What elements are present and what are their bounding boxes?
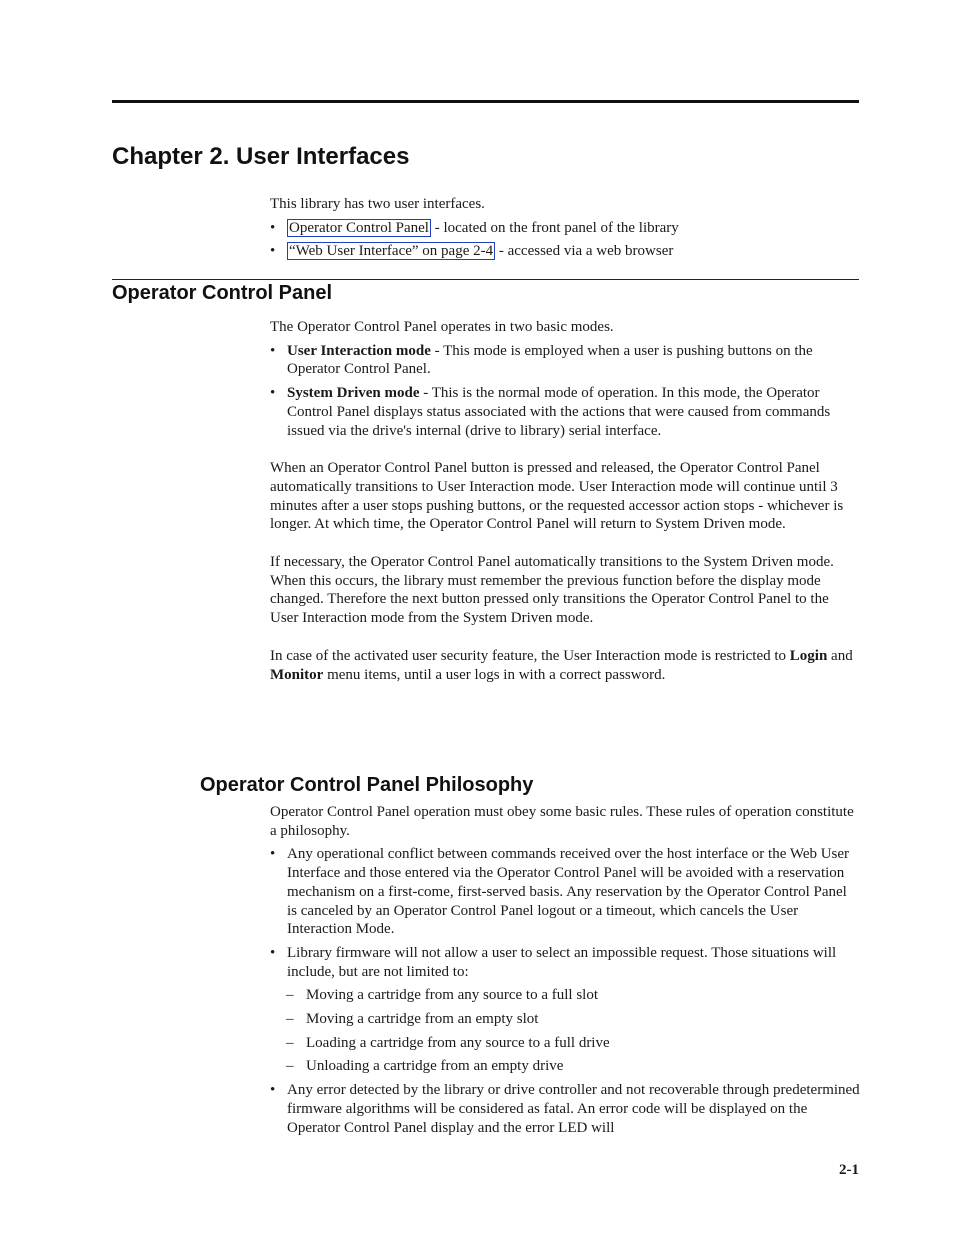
section-title: Operator Control Panel bbox=[112, 282, 333, 304]
login-term: Login bbox=[789, 647, 828, 664]
intro-block bbox=[270, 195, 860, 261]
list-item-text: - accessed via a web browser bbox=[495, 243, 674, 260]
paragraph: When an Operator Control Panel button is pressed and released, the Operator Control Panel automatically transitions to User Interaction mode. User Interaction mode will continue until 3 minutes after a user stops pushing buttons, or the requested accessor action stops - whichever is longer. At which time, the Operator Control Panel will return to System Driven mode. bbox=[270, 460, 844, 533]
rule-text: Any operational conflict between commands received over the host interface or the Web User Interface and those entered via the Operator Control Panel will be avoided with a reservation mechanism on a first-come, first-served basis. Any reservation by the Operator Control Panel is canceled by an Operator Control Panel logout or a timeout, which cancels the User Interaction Mode. bbox=[287, 846, 850, 938]
bullet-icon: • bbox=[270, 219, 276, 236]
monitor-term: Monitor bbox=[270, 666, 324, 683]
bullet-icon: • bbox=[270, 944, 276, 961]
top-rule bbox=[112, 100, 859, 103]
list-item-text: - located on the front panel of the library bbox=[430, 219, 679, 236]
subsection-intro: Operator Control Panel operation must obey some basic rules. These rules of operation constitute a philosophy. bbox=[270, 804, 854, 839]
dash-icon: – bbox=[286, 987, 294, 1004]
sub-list-item: – Unloading a cartridge from an empty drive bbox=[286, 1058, 564, 1075]
subsection-title: Operator Control Panel Philosophy bbox=[200, 774, 534, 796]
sub-list-item: – Loading a cartridge from any source to a full drive bbox=[286, 1034, 610, 1051]
link-operator-control-panel[interactable]: Operator Control Panel bbox=[289, 219, 429, 236]
list-item bbox=[270, 1081, 860, 1137]
rule-text: Any error detected by the library or drive controller and not recoverable through predetermined firmware algorithms will be considered as fatal. An error code will be displayed on the Operator Control Panel display and the error LED will bbox=[287, 1082, 860, 1136]
list-item bbox=[270, 845, 860, 939]
rule-text: Library firmware will not allow a user to select an impossible request. Those situations will include, but are not limited to: bbox=[287, 944, 837, 980]
list-item bbox=[270, 944, 860, 981]
sub-list-item: – Moving a cartridge from any source to a full slot bbox=[286, 987, 599, 1004]
dash-icon: – bbox=[286, 1034, 294, 1051]
dash-icon: – bbox=[286, 1011, 294, 1028]
dash-icon: – bbox=[286, 1058, 294, 1075]
mode-term: System Driven mode bbox=[287, 385, 420, 402]
mode-text: - This mode is employed when a user is pushing buttons on the Operator Control Panel. bbox=[287, 342, 813, 378]
sub-list-item: – Moving a cartridge from an empty slot bbox=[286, 1011, 539, 1028]
subsection-block bbox=[270, 803, 860, 1137]
list-item bbox=[270, 219, 860, 238]
section-rule bbox=[112, 279, 859, 280]
bullet-icon: • bbox=[270, 243, 276, 260]
paragraph: In case of the activated user security feature, the User Interaction mode is restricted to Login and Monitor menu items, until a user logs in with a correct password. bbox=[270, 647, 853, 683]
bullet-icon: • bbox=[270, 342, 276, 359]
intro-text: This library has two user interfaces. bbox=[270, 196, 485, 212]
chapter-title: Chapter 2. User Interfaces bbox=[112, 143, 410, 170]
link-web-user-interface[interactable]: “Web User Interface” on page 2-4 bbox=[289, 243, 494, 260]
list-item bbox=[270, 342, 860, 379]
section-block bbox=[270, 318, 860, 684]
mode-text: - This is the normal mode of operation. In this mode, the Operator Control Panel displays status associated with the actions that were caused from commands issued via the drive's internal (drive to library) serial interface. bbox=[287, 385, 831, 439]
list-item bbox=[270, 384, 860, 440]
mode-term: User Interaction mode bbox=[287, 342, 431, 359]
paragraph: If necessary, the Operator Control Panel automatically transitions to the System Driven mode. When this occurs, the library must remember the previous function before the display mode changed. Therefore the next button pressed only transitions the Operator Control Panel to the User Interaction mode from the System Driven mode. bbox=[270, 554, 834, 627]
bullet-icon: • bbox=[270, 1082, 276, 1099]
section-intro: The Operator Control Panel operates in two basic modes. bbox=[270, 319, 614, 335]
page-number: 2-1 bbox=[839, 1162, 859, 1178]
bullet-icon: • bbox=[270, 385, 276, 402]
bullet-icon: • bbox=[270, 846, 276, 863]
list-item bbox=[270, 242, 860, 261]
